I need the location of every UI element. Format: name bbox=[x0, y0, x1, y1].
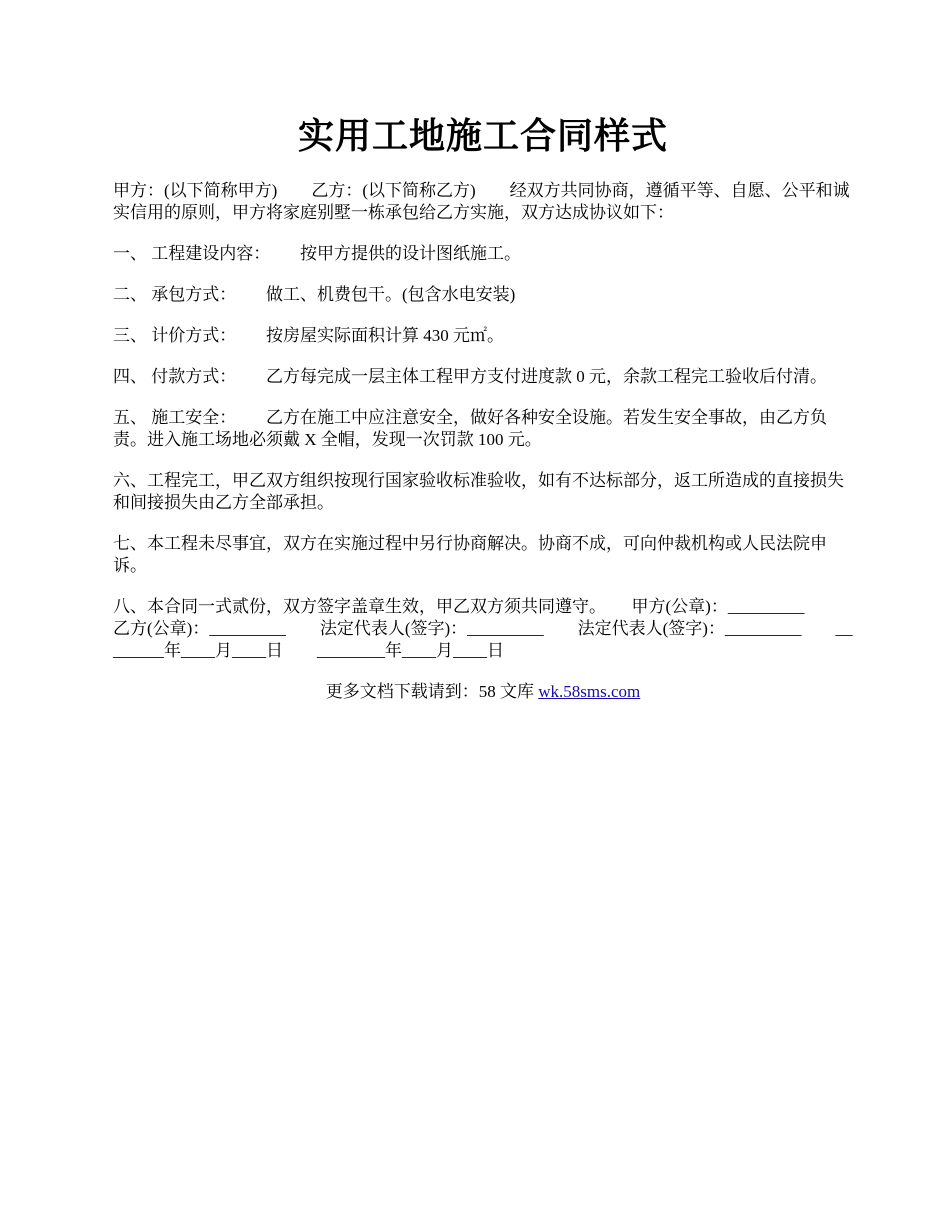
clause-1-construction-content: 一、 工程建设内容： 按甲方提供的设计图纸施工。 bbox=[113, 244, 521, 263]
clause-4-payment-method: 四、 付款方式： 乙方每完成一层主体工程甲方支付进度款 0 元，余款工程完工验收后付清。 bbox=[113, 367, 827, 386]
footer-link[interactable]: wk.58sms.com bbox=[538, 682, 641, 701]
clause-2-contract-method: 二、 承包方式： 做工、机费包干。(包含水电安装) bbox=[113, 285, 516, 304]
document-page bbox=[113, 112, 853, 703]
document-title: 实用工地施工合同样式 bbox=[297, 116, 668, 156]
clause-3-pricing-method: 三、 计价方式： 按房屋实际面积计算 430 元㎡。 bbox=[113, 326, 504, 345]
intro-paragraph: 甲方：(以下简称甲方) 乙方：(以下简称乙方) 经双方共同协商，遵循平等、自愿、公平和诚实信用的原则，甲方将家庭别墅一栋承包给乙方实施，双方达成协议如下： bbox=[113, 181, 850, 222]
clause-7-disputes: 七、本工程未尽事宜，双方在实施过程中另行协商解决。协商不成，可向仲裁机构或人民法院申诉。 bbox=[113, 534, 827, 575]
footer-text: 更多文档下载请到：58 文库 bbox=[325, 682, 539, 701]
clause-6-completion: 六、工程完工，甲乙双方组织按现行国家验收标准验收，如有不达标部分，返工所造成的直接损失和间接损失由乙方全部承担。 bbox=[113, 471, 844, 512]
download-footer bbox=[113, 681, 853, 703]
clause-8-signatures: 八、本合同一式贰份，双方签字盖章生效，甲乙双方须共同遵守。 甲方(公章)：_________ 乙方(公章)：_________ 法定代表人(签字)：_________ 法定代表人(签字)：_________ ________年____月____日 ________年____月____日 bbox=[113, 597, 853, 660]
clause-5-construction-safety: 五、 施工安全： 乙方在施工中应注意安全，做好各种安全设施。若发生安全事故，由乙方负责。进入施工场地必须戴 X 全帽，发现一次罚款 100 元。 bbox=[113, 408, 827, 449]
